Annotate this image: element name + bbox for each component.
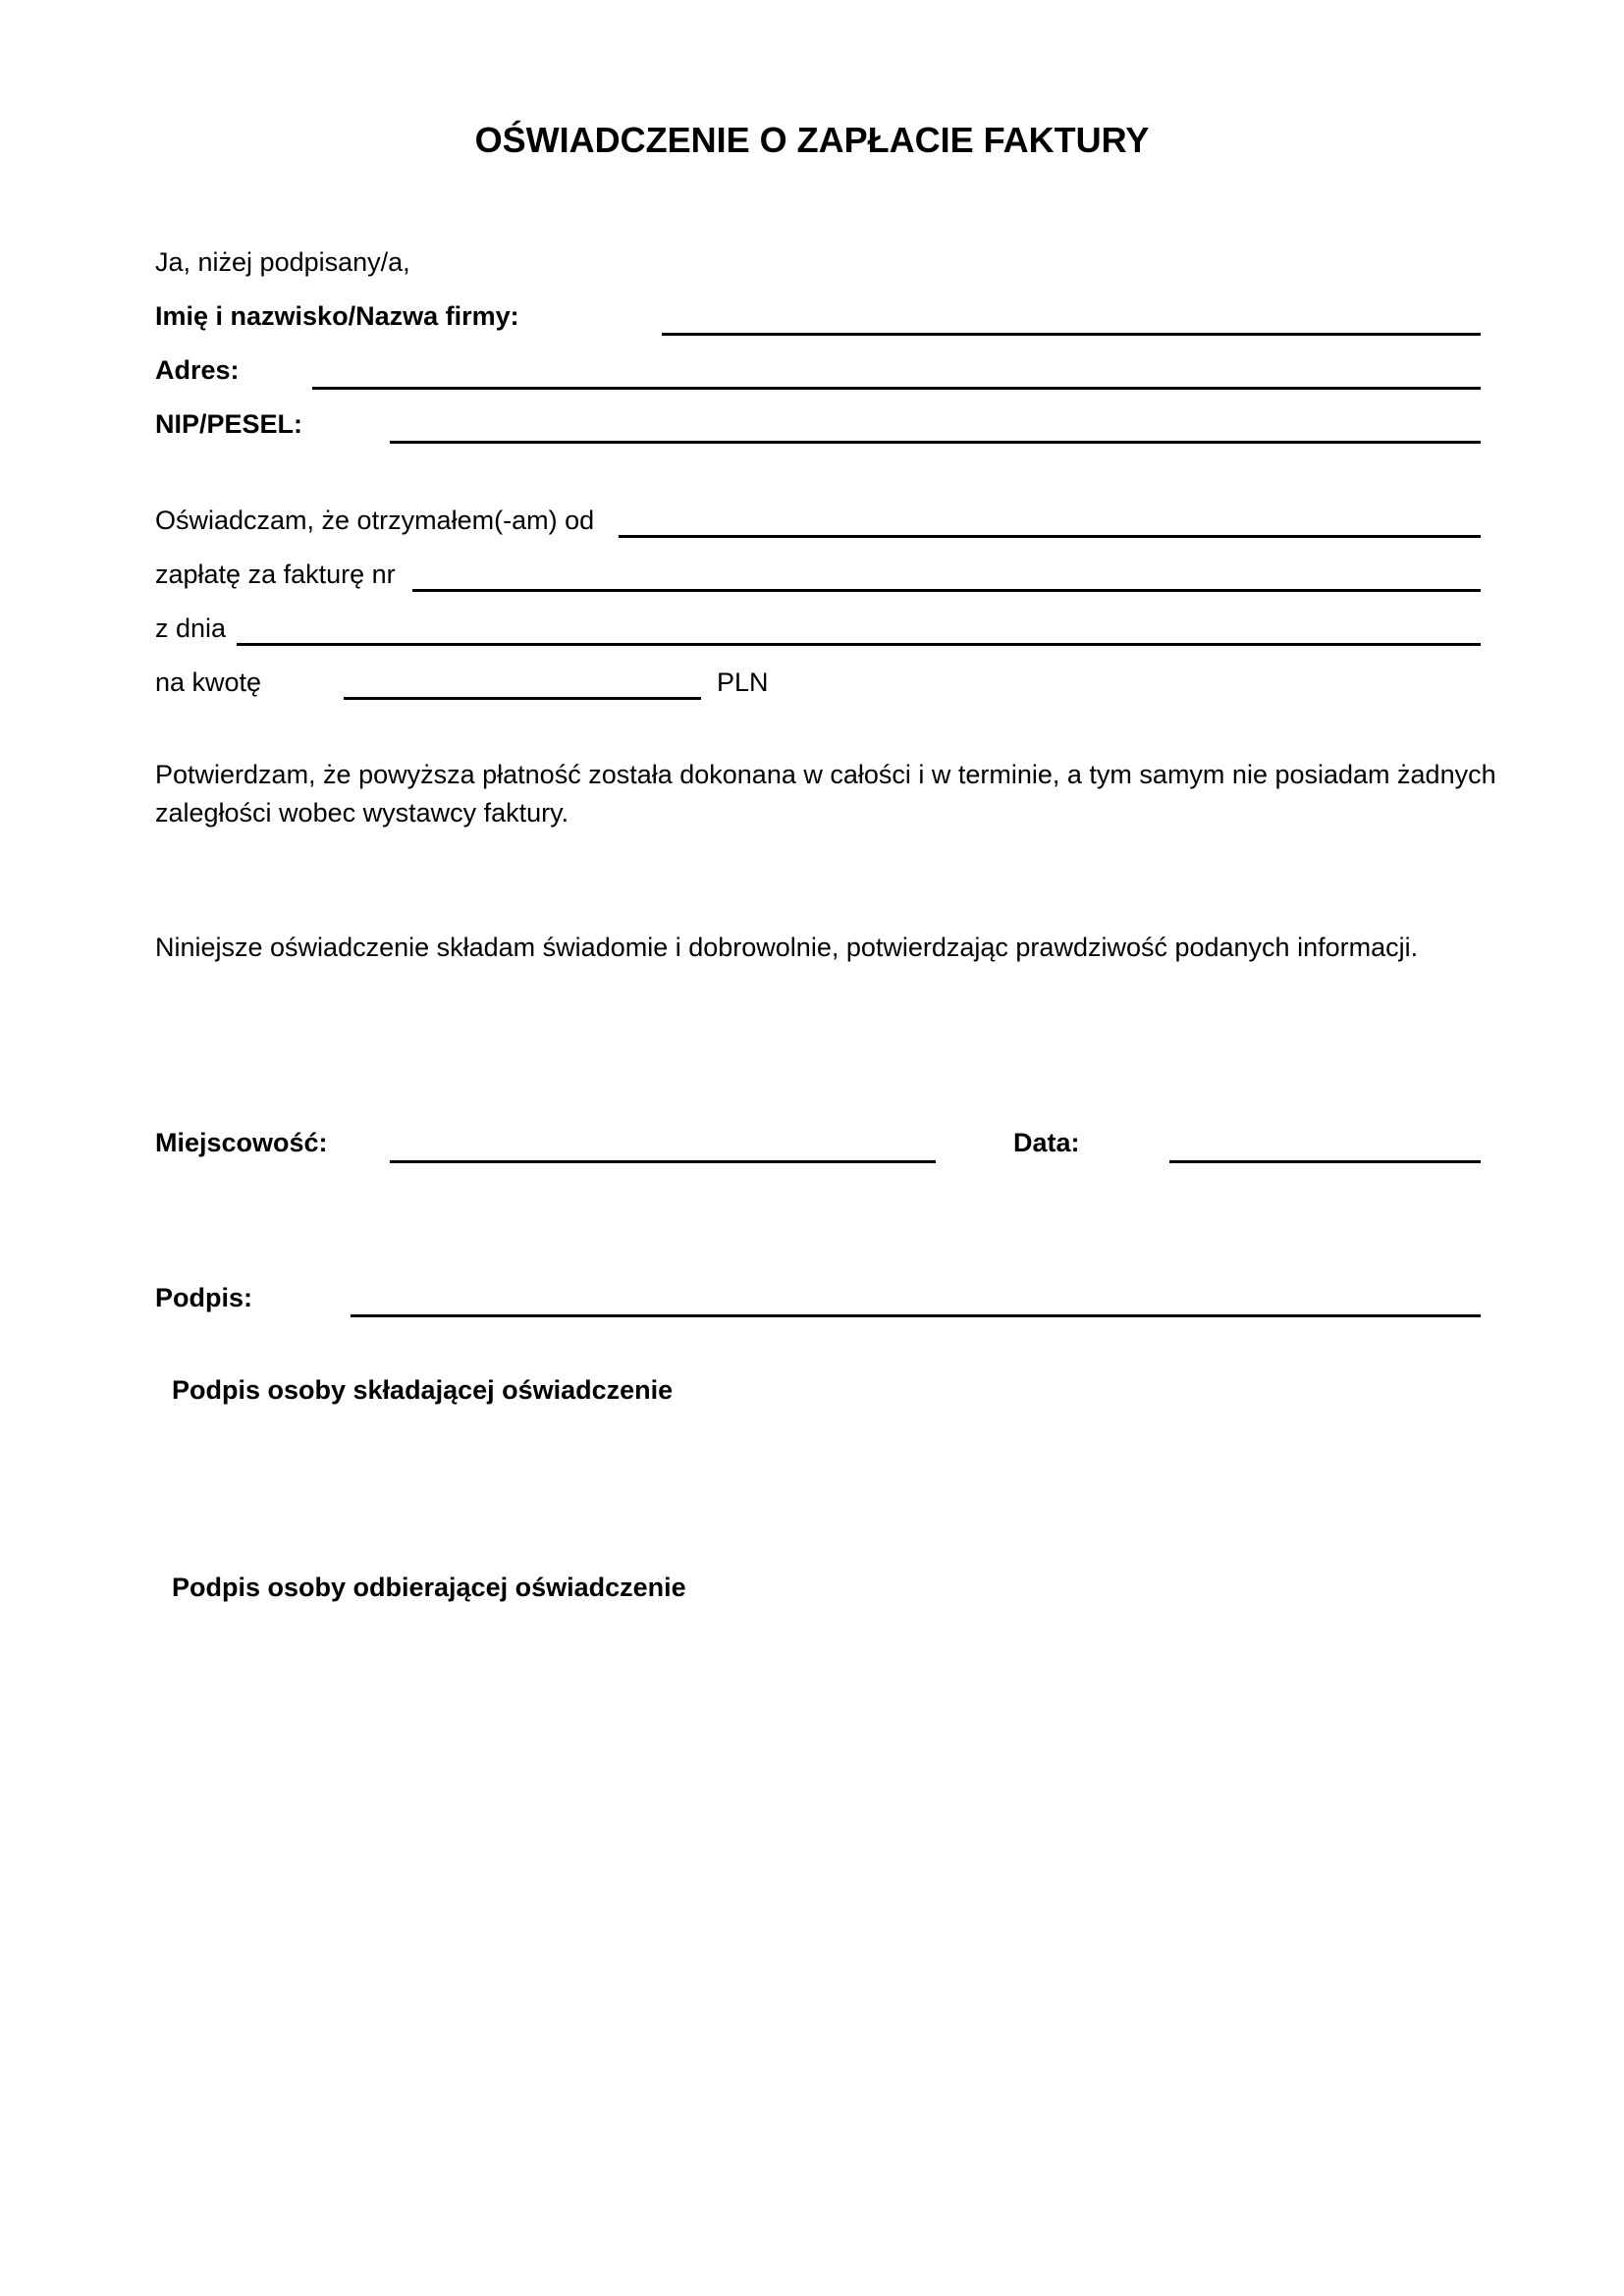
confirmation-paragraph: Potwierdzam, że powyższa płatność została dokonana w całości i w terminie, a tym samym nie posiadam żadnych zaległości wobec wystawcy faktury. xyxy=(155,760,1496,828)
place-label: Miejscowość: xyxy=(155,1128,328,1157)
signature-line[interactable] xyxy=(351,1314,1481,1317)
amount-line[interactable] xyxy=(344,697,701,700)
address-label: Adres: xyxy=(155,355,240,385)
invoice-date-line[interactable] xyxy=(237,643,1481,646)
place-line[interactable] xyxy=(390,1160,936,1163)
receiver-caption: Podpis osoby odbierającej oświadczenie xyxy=(172,1573,686,1602)
received-from-line[interactable] xyxy=(619,535,1481,538)
sign-date-label: Data: xyxy=(1013,1128,1080,1157)
currency-label: PLN xyxy=(717,667,769,697)
invoice-line[interactable] xyxy=(412,589,1481,592)
signature-label: Podpis: xyxy=(155,1283,252,1312)
invoice-label: zapłatę za fakturę nr xyxy=(155,560,396,589)
name-label: Imię i nazwisko/Nazwa firmy: xyxy=(155,301,519,331)
intro-text: Ja, niżej podpisany/a, xyxy=(155,247,410,277)
signer-caption: Podpis osoby składającej oświadczenie xyxy=(172,1375,674,1405)
invoice-date-label: z dnia xyxy=(155,614,227,643)
document-title: OŚWIADCZENIE O ZAPŁACIE FAKTURY xyxy=(474,120,1150,160)
received-from-label: Oświadczam, że otrzymałem(-am) od xyxy=(155,506,595,535)
sign-date-line[interactable] xyxy=(1169,1160,1481,1163)
name-line[interactable] xyxy=(662,333,1481,336)
nip-line[interactable] xyxy=(390,441,1481,444)
voluntary-paragraph: Niniejsze oświadczenie składam świadomie i dobrowolnie, potwierdzając prawdziwość podanych informacji. xyxy=(155,933,1419,962)
nip-label: NIP/PESEL: xyxy=(155,409,303,439)
amount-label: na kwotę xyxy=(155,667,262,697)
address-line[interactable] xyxy=(312,387,1481,390)
